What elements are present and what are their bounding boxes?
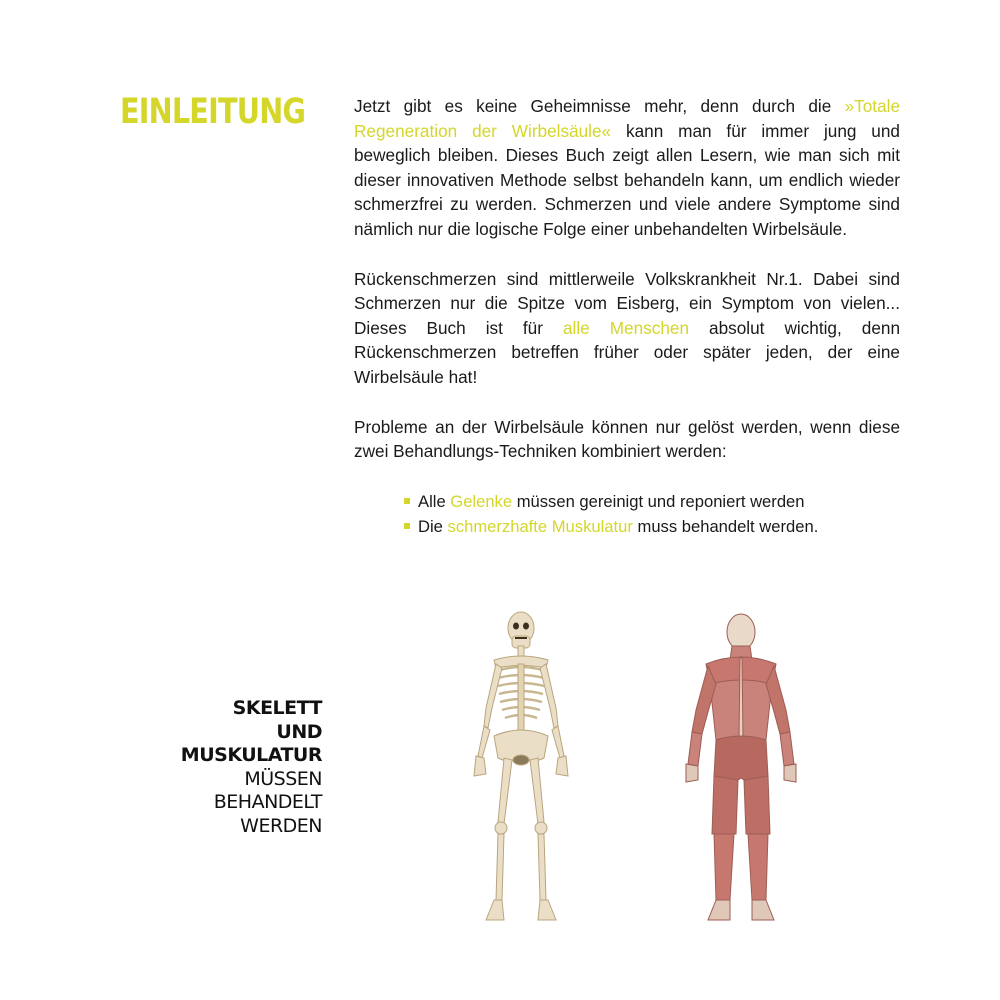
body-text <box>354 94 900 539</box>
muscle-illustration <box>676 608 806 930</box>
bullet-highlight: schmerzhafte Muskulatur <box>447 516 633 536</box>
paragraph-1 <box>354 94 900 242</box>
caption-line: SKELETT <box>232 697 322 719</box>
bullet-square-icon <box>404 523 410 529</box>
paragraph-3: Probleme an der Wirbelsäule können nur gelöst werden, wenn diese zwei Behandlungs-Techniken kombiniert werden: <box>354 416 900 462</box>
bullet-text: müssen gereinigt und reponiert werden <box>512 491 805 511</box>
page-heading: EINLEITUNG <box>120 92 306 132</box>
side-caption <box>150 697 322 838</box>
caption-line: BEHANDELT <box>213 791 322 813</box>
bullet-square-icon <box>404 498 410 504</box>
caption-line: WERDEN <box>240 814 322 837</box>
paragraph-1-highlight: »Totale Regeneration der Wirbelsäule« <box>354 96 900 141</box>
paragraph-1-text-b: kann man für immer jung und beweglich bleiben. Dieses Buch zeigt allen Lesern, wie man sich mit dieser innovativen Methode selbst behandeln kann, um endlich wieder schmerzfrei zu werden. Schmerzen und viele andere Symptome sind nämlich nur die logische Folge einer unbehandelten Wirbelsäule. <box>354 120 900 239</box>
caption-line: UND <box>276 720 322 743</box>
paragraph-1-text-a: Jetzt gibt es keine Geheimnisse mehr, denn durch die <box>354 96 845 116</box>
paragraph-2-text-b: absolut wichtig, denn Rückenschmerzen betreffen früher oder später jeden, der eine Wirbelsäule hat! <box>354 317 901 387</box>
bullet-list <box>354 489 900 539</box>
paragraph-2-highlight: alle Menschen <box>562 317 690 338</box>
bullet-highlight: Gelenke <box>450 491 513 511</box>
caption-line: MUSKULATUR <box>180 744 322 766</box>
paragraph-2 <box>354 267 900 390</box>
bullet-text: Alle <box>418 491 451 511</box>
skeleton-illustration <box>456 608 586 930</box>
caption-line: MÜSSEN <box>244 767 322 790</box>
bullet-item <box>402 489 900 514</box>
bullet-item <box>402 514 900 539</box>
paragraph-2-text-a: Rückenschmerzen sind mittlerweile Volkskrankheit Nr.1. Dabei sind Schmerzen nur die Spitze vom Eisberg, ein Symptom von vielen... Dieses Buch ist für <box>354 268 900 338</box>
bullet-text: muss behandelt werden. <box>632 516 819 536</box>
bullet-text: Die <box>418 516 448 536</box>
